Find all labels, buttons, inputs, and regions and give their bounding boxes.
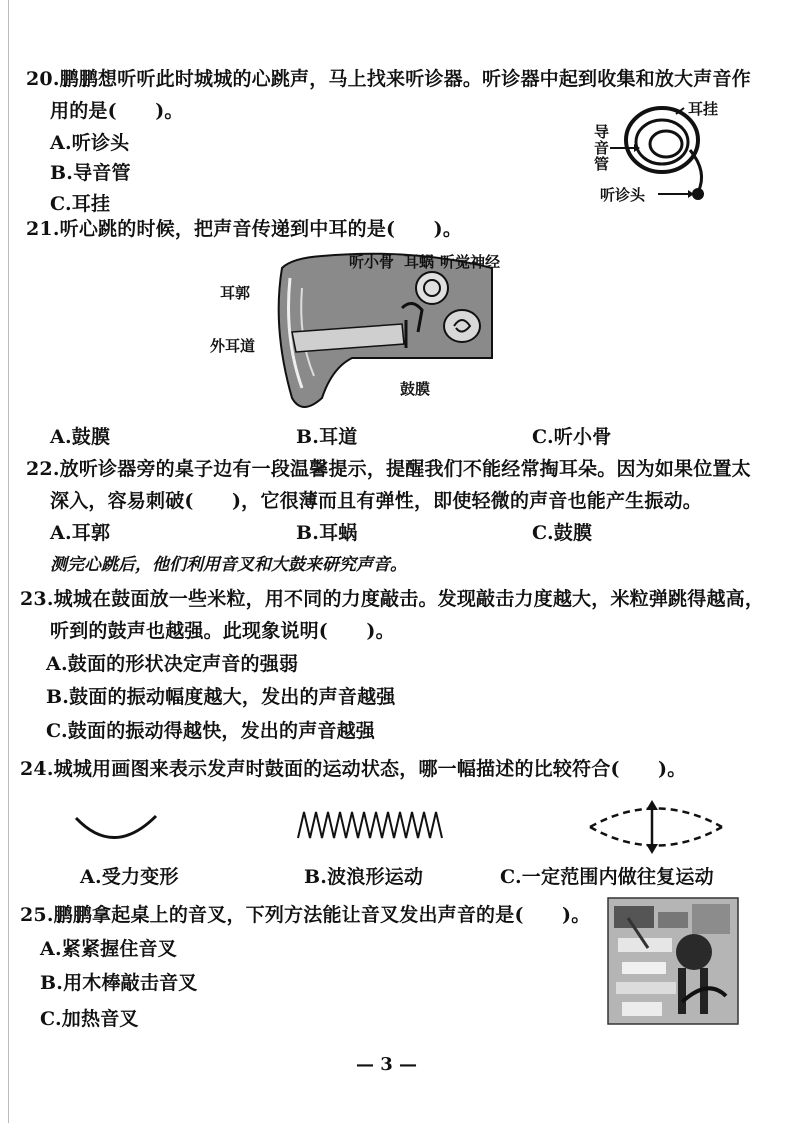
- label-ear-canal: 外耳道: [210, 337, 256, 355]
- figure-c-oscillation: [586, 796, 726, 858]
- q22-option-c[interactable]: C.鼓膜: [532, 522, 593, 544]
- q21-option-c[interactable]: C.听小骨: [532, 426, 612, 448]
- q23-option-a[interactable]: A.鼓面的形状决定声音的强弱: [46, 653, 299, 675]
- q24-stem: 24.城城用画图来表示发声时鼓面的运动状态，哪一幅描述的比较符合( )。: [20, 758, 687, 780]
- q24-option-c[interactable]: C.一定范围内做往复运动: [500, 866, 714, 888]
- q21-stem: 21.听心跳的时候，把声音传递到中耳的是( )。: [26, 218, 463, 240]
- q24-option-a[interactable]: A.受力变形: [80, 866, 179, 888]
- q20-stem-line1: 20.鹏鹏想听听此时城城的心跳声，马上找来听诊器。听诊器中起到收集和放大声音作: [26, 68, 751, 90]
- q20-option-b[interactable]: B.导音管: [50, 162, 131, 184]
- q23-stem-line2: 听到的鼓声也越强。此现象说明( )。: [50, 620, 395, 642]
- q22-stem-line1: 22.放听诊器旁的桌子边有一段温馨提示，提醒我们不能经常掏耳朵。因为如果位置太: [26, 458, 751, 480]
- q25-option-c[interactable]: C.加热音叉: [40, 1008, 139, 1030]
- label-tube: 导音管: [594, 123, 610, 173]
- q20-option-c[interactable]: C.耳挂: [50, 193, 111, 215]
- label-auditory-nerve: 听觉神经: [440, 253, 501, 271]
- label-cochlea: 耳蜗: [404, 253, 435, 271]
- q25-option-b[interactable]: B.用木棒敲击音叉: [40, 972, 198, 994]
- q22-option-b[interactable]: B.耳蜗: [296, 522, 358, 544]
- q20-option-a[interactable]: A.听诊头: [50, 132, 130, 154]
- q24-option-b[interactable]: B.波浪形运动: [304, 866, 424, 888]
- q21-option-b[interactable]: B.耳道: [296, 426, 358, 448]
- tuning-fork-photo: [608, 898, 738, 1024]
- q25-option-a[interactable]: A.紧紧握住音叉: [40, 938, 177, 960]
- q23-option-c[interactable]: C.鼓面的振动得越快，发出的声音越强: [46, 720, 376, 742]
- label-ossicles: 听小骨: [349, 253, 395, 271]
- figure-b-wave: [296, 808, 446, 842]
- label-chest-piece: 听诊头: [600, 186, 646, 204]
- q22-stem-line2: 深入，容易刺破( )，它很薄而且有弹性，即使轻微的声音也能产生振动。: [50, 490, 702, 512]
- label-eardrum: 鼓膜: [400, 380, 431, 398]
- figure-a-curve: [74, 814, 160, 844]
- label-auricle: 耳郭: [220, 284, 251, 302]
- q20-stem-line2: 用的是( )。: [50, 100, 184, 122]
- label-ear-hook: 耳挂: [688, 100, 719, 118]
- q22-option-a[interactable]: A.耳郭: [50, 522, 111, 544]
- page-number: — 3 —: [356, 1054, 418, 1075]
- q23-option-b[interactable]: B.鼓面的振动幅度越大，发出的声音越强: [46, 686, 396, 708]
- section-intro: 测完心跳后，他们利用音叉和大鼓来研究声音。: [50, 555, 407, 575]
- q21-option-a[interactable]: A.鼓膜: [50, 426, 111, 448]
- ear-anatomy-figure: [262, 248, 502, 416]
- q23-stem-line1: 23.城城在鼓面放一些米粒，用不同的力度敲击。发现敲击力度越大，米粒弹跳得越高，: [20, 588, 765, 610]
- margin-line: [8, 0, 9, 1123]
- q25-stem: 25.鹏鹏拿起桌上的音叉，下列方法能让音叉发出声音的是( )。: [20, 904, 591, 926]
